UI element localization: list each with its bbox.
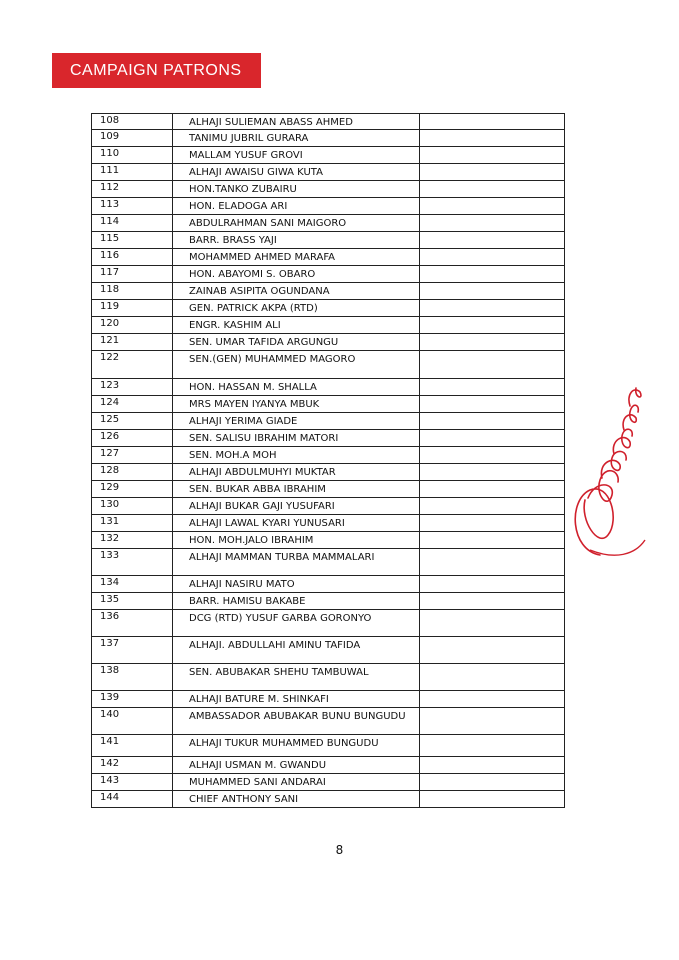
table-row [92, 498, 565, 515]
table-row [92, 249, 565, 266]
patron-name: ALHAJI MAMMAN TURBA MAMMALARI [173, 549, 420, 576]
patron-name: AMBASSADOR ABUBAKAR BUNU BUNGUDU [173, 708, 420, 735]
row-number: 128 [92, 464, 173, 481]
row-number: 119 [92, 300, 173, 317]
table-row [92, 593, 565, 610]
row-number: 117 [92, 266, 173, 283]
signature-cell [420, 637, 565, 664]
row-number: 138 [92, 664, 173, 691]
row-number: 136 [92, 610, 173, 637]
table-row [92, 232, 565, 249]
signature-cell [420, 130, 565, 147]
patrons-table [91, 113, 565, 808]
patron-name: ALHAJI TUKUR MUHAMMED BUNGUDU [173, 735, 420, 757]
table-row [92, 576, 565, 593]
signature-cell [420, 147, 565, 164]
row-number: 141 [92, 735, 173, 757]
signature-mark [560, 370, 650, 570]
table-row [92, 430, 565, 447]
table-row [92, 334, 565, 351]
row-number: 127 [92, 447, 173, 464]
signature-cell [420, 481, 565, 498]
patron-name: ALHAJI BATURE M. SHINKAFI [173, 691, 420, 708]
row-number: 144 [92, 791, 173, 808]
signature-cell [420, 379, 565, 396]
row-number: 130 [92, 498, 173, 515]
table-row [92, 266, 565, 283]
table-row [92, 396, 565, 413]
row-number: 115 [92, 232, 173, 249]
patron-name: MALLAM YUSUF GROVI [173, 147, 420, 164]
table-row [92, 757, 565, 774]
signature-cell [420, 430, 565, 447]
signature-cell [420, 351, 565, 379]
table-row [92, 447, 565, 464]
table-row [92, 549, 565, 576]
banner-title: CAMPAIGN PATRONS [70, 61, 242, 79]
patron-name: ALHAJI SULIEMAN ABASS AHMED [173, 114, 420, 130]
patron-name: ALHAJI NASIRU MATO [173, 576, 420, 593]
table-row [92, 164, 565, 181]
signature-cell [420, 164, 565, 181]
patron-name: ALHAJI USMAN M. GWANDU [173, 757, 420, 774]
signature-cell [420, 181, 565, 198]
patron-name: HON.TANKO ZUBAIRU [173, 181, 420, 198]
row-number: 122 [92, 351, 173, 379]
table-row [92, 691, 565, 708]
patron-name: HON. MOH.JALO IBRAHIM [173, 532, 420, 549]
signature-cell [420, 300, 565, 317]
row-number: 134 [92, 576, 173, 593]
patron-name: ALHAJI BUKAR GAJI YUSUFARI [173, 498, 420, 515]
signature-cell [420, 413, 565, 430]
row-number: 120 [92, 317, 173, 334]
signature-cell [420, 396, 565, 413]
signature-cell [420, 498, 565, 515]
signature-cell [420, 515, 565, 532]
patron-name: ALHAJI YERIMA GIADE [173, 413, 420, 430]
table-row [92, 708, 565, 735]
patron-name: ABDULRAHMAN SANI MAIGORO [173, 215, 420, 232]
row-number: 124 [92, 396, 173, 413]
patron-name: GEN. PATRICK AKPA (RTD) [173, 300, 420, 317]
signature-cell [420, 691, 565, 708]
signature-cell [420, 464, 565, 481]
table-row [92, 532, 565, 549]
table-row [92, 147, 565, 164]
patron-name: SEN. UMAR TAFIDA ARGUNGU [173, 334, 420, 351]
row-number: 123 [92, 379, 173, 396]
row-number: 140 [92, 708, 173, 735]
patron-name: HON. HASSAN M. SHALLA [173, 379, 420, 396]
signature-cell [420, 215, 565, 232]
row-number: 133 [92, 549, 173, 576]
row-number: 108 [92, 114, 173, 130]
row-number: 135 [92, 593, 173, 610]
patron-name: HON. ABAYOMI S. OBARO [173, 266, 420, 283]
table-row [92, 379, 565, 396]
patron-name: ALHAJI LAWAL KYARI YUNUSARI [173, 515, 420, 532]
patron-name: MOHAMMED AHMED MARAFA [173, 249, 420, 266]
signature-cell [420, 735, 565, 757]
table-row [92, 610, 565, 637]
table-row [92, 515, 565, 532]
signature-cell [420, 266, 565, 283]
patron-name: ALHAJI ABDULMUHYI MUKTAR [173, 464, 420, 481]
table-row [92, 351, 565, 379]
signature-cell [420, 317, 565, 334]
table-row [92, 664, 565, 691]
row-number: 131 [92, 515, 173, 532]
table-row [92, 215, 565, 232]
signature-cell [420, 708, 565, 735]
patron-name: SEN. ABUBAKAR SHEHU TAMBUWAL [173, 664, 420, 691]
row-number: 116 [92, 249, 173, 266]
row-number: 112 [92, 181, 173, 198]
signature-cell [420, 249, 565, 266]
table-row [92, 317, 565, 334]
row-number: 143 [92, 774, 173, 791]
signature-cell [420, 610, 565, 637]
patron-name: SEN.(GEN) MUHAMMED MAGORO [173, 351, 420, 379]
table-row [92, 413, 565, 430]
patron-name: ALHAJI AWAISU GIWA KUTA [173, 164, 420, 181]
signature-cell [420, 757, 565, 774]
signature-cell [420, 664, 565, 691]
row-number: 139 [92, 691, 173, 708]
signature-cell [420, 198, 565, 215]
row-number: 126 [92, 430, 173, 447]
signature-cell [420, 593, 565, 610]
table-row [92, 198, 565, 215]
signature-cell [420, 334, 565, 351]
patron-name: MRS MAYEN IYANYA MBUK [173, 396, 420, 413]
table-row [92, 300, 565, 317]
signature-cell [420, 774, 565, 791]
signature-cell [420, 532, 565, 549]
row-number: 110 [92, 147, 173, 164]
table-row [92, 130, 565, 147]
signature-cell [420, 447, 565, 464]
row-number: 142 [92, 757, 173, 774]
row-number: 137 [92, 637, 173, 664]
table-row [92, 637, 565, 664]
patron-name: ZAINAB ASIPITA OGUNDANA [173, 283, 420, 300]
patron-name: BARR. HAMISU BAKABE [173, 593, 420, 610]
signature-cell [420, 791, 565, 808]
patron-name: MUHAMMED SANI ANDARAI [173, 774, 420, 791]
row-number: 111 [92, 164, 173, 181]
table-row [92, 283, 565, 300]
section-banner [52, 53, 261, 88]
table-row [92, 181, 565, 198]
row-number: 121 [92, 334, 173, 351]
row-number: 114 [92, 215, 173, 232]
table-row [92, 481, 565, 498]
signature-cell [420, 549, 565, 576]
row-number: 109 [92, 130, 173, 147]
page-number: 8 [335, 843, 344, 857]
patron-name: ALHAJI. ABDULLAHI AMINU TAFIDA [173, 637, 420, 664]
table-row [92, 791, 565, 808]
row-number: 118 [92, 283, 173, 300]
patron-name: CHIEF ANTHONY SANI [173, 791, 420, 808]
table-row [92, 774, 565, 791]
patron-name: SEN. BUKAR ABBA IBRAHIM [173, 481, 420, 498]
patron-name: DCG (RTD) YUSUF GARBA GORONYO [173, 610, 420, 637]
signature-cell [420, 232, 565, 249]
patron-name: SEN. SALISU IBRAHIM MATORI [173, 430, 420, 447]
patron-name: ENGR. KASHIM ALI [173, 317, 420, 334]
table-row [92, 735, 565, 757]
row-number: 125 [92, 413, 173, 430]
row-number: 113 [92, 198, 173, 215]
row-number: 129 [92, 481, 173, 498]
patron-name: TANIMU JUBRIL GURARA [173, 130, 420, 147]
row-number: 132 [92, 532, 173, 549]
signature-cell [420, 283, 565, 300]
table-row [92, 464, 565, 481]
patron-name: HON. ELADOGA ARI [173, 198, 420, 215]
patron-name: BARR. BRASS YAJI [173, 232, 420, 249]
signature-cell [420, 114, 565, 130]
table-row [92, 114, 565, 130]
patron-name: SEN. MOH.A MOH [173, 447, 420, 464]
signature-cell [420, 576, 565, 593]
